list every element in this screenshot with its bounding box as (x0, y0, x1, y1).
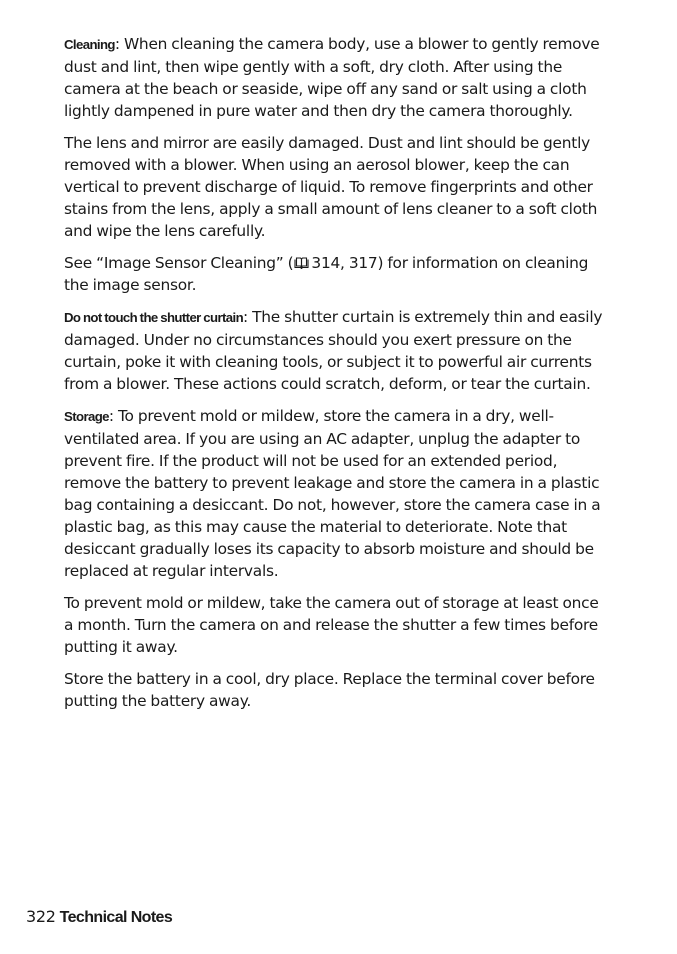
paragraph-lens: The lens and mirror are easily damaged. Dust and lint should be gently removed with a blower. When using an aerosol blower, keep the can vertical to prevent discharge of liquid. To remove fingerprints and other stains from the lens, apply a small amount of lens cleaner to a soft cloth and wipe the lens carefully. (64, 134, 598, 240)
term-shutter-curtain: Do not touch the shutter curtain (64, 310, 244, 325)
paragraph-shutter (64, 306, 608, 395)
storage-text: : To prevent mold or mildew, store the camera in a dry, well-ventilated area. If you are using an AC adapter, unplug the adapter to prevent fire. If the product will not be used for an extended period, remove the battery to prevent leakage and store the camera in a plastic bag containing a desiccant. Do not, however, store the camera case in a plastic bag, as this may cause the material to deteriorate. Note that desiccant gradually loses its capacity to absorb moisture and should be replaced at regular intervals. (64, 407, 601, 580)
term-storage: Storage (64, 409, 109, 424)
section-title: Technical Notes (59, 909, 173, 926)
page-number: 322 (26, 907, 56, 926)
book-icon (294, 253, 309, 265)
cleaning-text: : When cleaning the camera body, use a blower to gently remove dust and lint, then wipe gently with a soft, dry cloth. After using the camera at the beach or seaside, wipe off any sand or salt using a cloth lightly dampened in pure water and then dry the camera thoroughly. (64, 35, 600, 120)
page-content (64, 33, 608, 722)
paragraph-battery: Store the battery in a cool, dry place. Replace the terminal cover before putting the battery away. (64, 670, 595, 710)
term-cleaning: Cleaning (64, 37, 115, 52)
sensor-ref-pages[interactable]: 314, 317 (311, 254, 378, 272)
page-footer (26, 905, 172, 930)
shutter-text: : The shutter curtain is extremely thin and easily damaged. Under no circumstances should you exert pressure on the curtain, poke it with cleaning tools, or subject it to powerful air currents from a blower. These actions could scratch, deform, or tear the curtain. (64, 308, 603, 393)
paragraph-storage (64, 405, 608, 582)
sensor-ref-before: See “Image Sensor Cleaning” ( (64, 254, 294, 272)
paragraph-sensor-reference (64, 252, 608, 296)
paragraph-cleaning (64, 33, 608, 122)
sensor-ref-after: ) for information on cleaning the image sensor. (64, 254, 589, 294)
paragraph-monthly: To prevent mold or mildew, take the camera out of storage at least once a month. Turn the camera on and release the shutter a few times before putting it away. (64, 594, 599, 656)
